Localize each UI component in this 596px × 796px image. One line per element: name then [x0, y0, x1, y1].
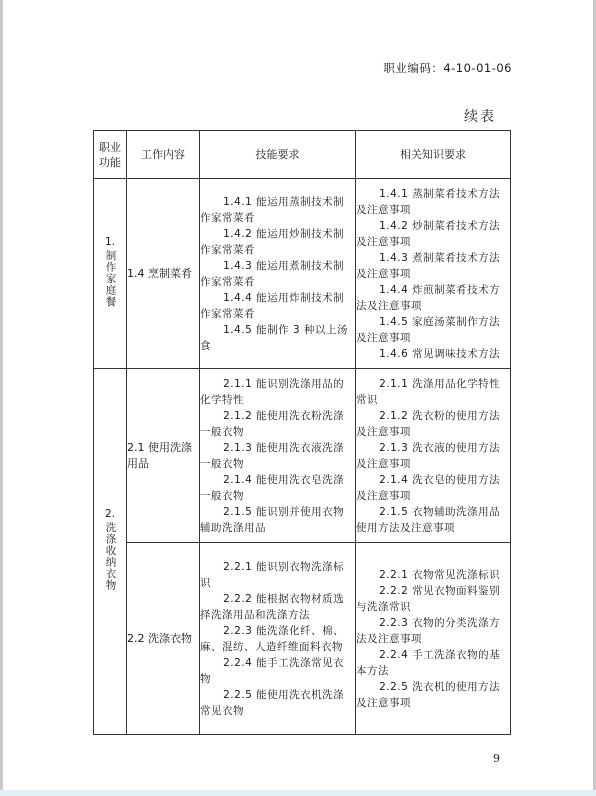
skill-requirements-cell — [200, 543, 356, 735]
knowledge-item: 1.4.4 炸煎制菜肴技术方法及注意事项 — [356, 283, 501, 312]
function-cell — [94, 369, 127, 735]
knowledge-item: 2.2.5 洗衣机的使用方法及注意事项 — [356, 680, 501, 709]
function-number: 2. — [104, 508, 116, 520]
knowledge-item: 1.4.2 炒制菜肴技术方法及注意事项 — [356, 219, 501, 248]
table-header-row — [94, 131, 511, 179]
skill-item: 1.4.4 能运用炸制技术制作家常菜肴 — [200, 291, 345, 320]
knowledge-item: 2.2.3 衣物的分类洗涤方法及注意事项 — [356, 616, 501, 645]
knowledge-requirements-cell — [356, 369, 511, 543]
table-row — [94, 543, 511, 735]
function-name: 洗涤收纳衣物 — [104, 522, 117, 591]
skill-item: 1.4.5 能制作 3 种以上汤食 — [200, 323, 349, 352]
skill-item: 1.4.3 能运用煮制技术制作家常菜肴 — [200, 259, 345, 288]
table-row — [94, 179, 511, 369]
knowledge-item: 1.4.6 常见调味技术方法 — [379, 347, 501, 360]
skill-item: 2.1.1 能识别洗涤用品的化学特性 — [200, 377, 345, 406]
skill-item: 2.2.4 能手工洗涤常见衣物 — [200, 656, 345, 685]
work-content-cell: 1.4 烹制菜肴 — [127, 179, 200, 369]
skill-item: 2.1.2 能使用洗衣粉洗涤一般衣物 — [200, 409, 345, 438]
knowledge-item: 2.2.1 衣物常见洗涤标识 — [379, 568, 501, 581]
work-content-cell: 2.1 使用洗涤用品 — [127, 369, 200, 543]
skill-item: 2.2.1 能识别衣物洗涤标识 — [200, 560, 345, 589]
knowledge-requirements-cell — [356, 179, 511, 369]
skill-item: 1.4.1 能运用蒸制技术制作家常菜肴 — [200, 195, 345, 224]
knowledge-item: 2.1.4 洗衣皂的使用方法及注意事项 — [356, 473, 501, 502]
occupation-code: 职业编码：4-10-01-06 — [383, 61, 512, 75]
function-name: 制作家庭餐 — [104, 249, 117, 308]
page-edge — [0, 790, 596, 796]
header-knowledge-requirements: 相关知识要求 — [356, 131, 511, 179]
knowledge-item: 1.4.5 家庭汤菜制作方法及注意事项 — [356, 315, 501, 344]
skill-requirements-cell — [200, 179, 356, 369]
knowledge-item: 2.1.3 洗衣液的使用方法及注意事项 — [356, 441, 501, 470]
page-number: 9 — [493, 752, 500, 765]
header-skill-requirements: 技能要求 — [200, 131, 356, 179]
skill-requirements-cell — [200, 369, 356, 543]
skill-item: 2.1.3 能使用洗衣液洗涤一般衣物 — [200, 441, 345, 470]
skill-item: 2.2.5 能使用洗衣机洗涤常见衣物 — [200, 688, 345, 717]
table-row — [94, 369, 511, 543]
skill-item: 1.4.2 能运用炒制技术制作家常菜肴 — [200, 227, 345, 256]
skill-item: 2.1.5 能识别并使用衣物辅助洗涤用品 — [200, 505, 345, 534]
header-function: 职业功能 — [94, 131, 127, 179]
skills-table — [93, 130, 511, 735]
knowledge-item: 2.1.1 洗涤用品化学特性常识 — [356, 377, 501, 406]
knowledge-item: 2.1.2 洗衣粉的使用方法及注意事项 — [356, 409, 501, 438]
knowledge-item: 2.2.4 手工洗涤衣物的基本方法 — [356, 648, 501, 677]
knowledge-requirements-cell — [356, 543, 511, 735]
header-work-content: 工作内容 — [127, 131, 200, 179]
skill-item: 2.2.3 能洗涤化纤、棉、麻、混纺、人造纤维面料衣物 — [200, 624, 345, 653]
page-edge — [0, 0, 3, 796]
knowledge-item: 1.4.3 煮制菜肴技术方法及注意事项 — [356, 251, 501, 280]
function-number: 1. — [104, 235, 116, 248]
knowledge-item: 2.2.2 常见衣物面料鉴别与洗涤常识 — [356, 584, 501, 613]
knowledge-item: 2.1.5 衣物辅助洗涤用品使用方法及注意事项 — [356, 505, 501, 534]
knowledge-item: 1.4.1 蒸制菜肴技术方法及注意事项 — [356, 187, 501, 216]
continued-label: 续表 — [464, 109, 496, 125]
work-content-cell: 2.2 洗涤衣物 — [127, 543, 200, 735]
function-cell — [94, 179, 127, 369]
skill-item: 2.2.2 能根据衣物材质选择洗涤用品和洗涤方法 — [200, 592, 345, 621]
skill-item: 2.1.4 能使用洗衣皂洗涤一般衣物 — [200, 473, 345, 502]
